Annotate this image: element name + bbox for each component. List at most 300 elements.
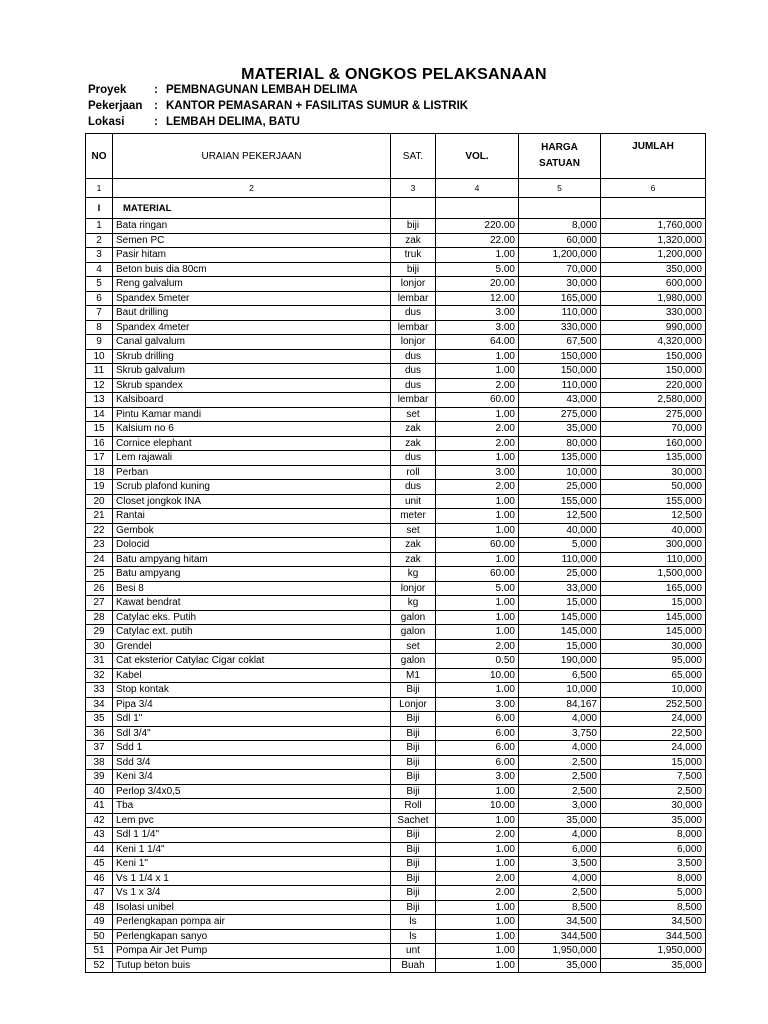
row-unit-price: 84,167 [519, 697, 601, 712]
row-unit-price: 155,000 [519, 494, 601, 509]
row-volume: 3.00 [436, 465, 519, 480]
row-volume: 1.00 [436, 494, 519, 509]
row-total: 2,580,000 [601, 393, 706, 408]
row-total: 24,000 [601, 712, 706, 727]
empty-cell [436, 198, 519, 219]
row-item: Catylac ext. putih [113, 625, 391, 640]
row-unit-price: 2,500 [519, 886, 601, 901]
row-total: 1,760,000 [601, 219, 706, 234]
row-unit-price: 4,000 [519, 828, 601, 843]
row-unit: galon [391, 610, 436, 625]
row-total: 1,980,000 [601, 291, 706, 306]
row-number: 47 [86, 886, 113, 901]
row-number: 52 [86, 958, 113, 973]
row-number: 48 [86, 900, 113, 915]
table-row [86, 915, 706, 930]
row-unit-price: 35,000 [519, 958, 601, 973]
table-row [86, 552, 706, 567]
row-unit: Biji [391, 784, 436, 799]
table-row [86, 436, 706, 451]
row-unit: set [391, 523, 436, 538]
row-volume: 12.00 [436, 291, 519, 306]
row-total: 1,500,000 [601, 567, 706, 582]
meta-label: Proyek [88, 84, 127, 96]
row-unit-price: 6,000 [519, 842, 601, 857]
row-unit-price: 110,000 [519, 306, 601, 321]
row-total: 6,000 [601, 842, 706, 857]
row-volume: 6.00 [436, 726, 519, 741]
meta-pekerjaan [88, 100, 468, 112]
row-unit: lonjor [391, 277, 436, 292]
row-item: Kabel [113, 668, 391, 683]
row-volume: 1.00 [436, 929, 519, 944]
row-total: 275,000 [601, 407, 706, 422]
table-row [86, 407, 706, 422]
row-unit: Biji [391, 712, 436, 727]
row-item: Scrub plafond kuning [113, 480, 391, 495]
row-total: 34,500 [601, 915, 706, 930]
row-number: 32 [86, 668, 113, 683]
row-item: Spandex 4meter [113, 320, 391, 335]
row-total: 40,000 [601, 523, 706, 538]
row-item: Baut drilling [113, 306, 391, 321]
row-number: 43 [86, 828, 113, 843]
meta-label: Lokasi [88, 116, 125, 128]
table-row [86, 654, 706, 669]
row-unit: dus [391, 349, 436, 364]
row-item: Isolasi unibel [113, 900, 391, 915]
row-unit: Biji [391, 857, 436, 872]
row-number: 46 [86, 871, 113, 886]
row-unit: Biji [391, 726, 436, 741]
row-item: Perban [113, 465, 391, 480]
table-row [86, 770, 706, 785]
row-unit-price: 35,000 [519, 422, 601, 437]
row-volume: 2.00 [436, 639, 519, 654]
row-unit: roll [391, 465, 436, 480]
row-item: Gembok [113, 523, 391, 538]
row-item: Keni 1" [113, 857, 391, 872]
row-volume: 2.00 [436, 378, 519, 393]
row-unit: ls [391, 915, 436, 930]
row-unit: Biji [391, 770, 436, 785]
table-row [86, 291, 706, 306]
table-row [86, 451, 706, 466]
row-unit: set [391, 639, 436, 654]
column-number: 4 [436, 179, 519, 198]
row-item: Skrub drilling [113, 349, 391, 364]
row-unit: Biji [391, 871, 436, 886]
row-unit-price: 15,000 [519, 639, 601, 654]
row-unit-price: 12,500 [519, 509, 601, 524]
empty-cell [519, 198, 601, 219]
table-row [86, 335, 706, 350]
table-row [86, 581, 706, 596]
row-volume: 1.00 [436, 683, 519, 698]
row-unit-price: 165,000 [519, 291, 601, 306]
row-total: 8,500 [601, 900, 706, 915]
row-volume: 3.00 [436, 320, 519, 335]
row-total: 2,500 [601, 784, 706, 799]
table-row [86, 784, 706, 799]
row-total: 1,200,000 [601, 248, 706, 263]
table-row [86, 697, 706, 712]
meta-lokasi [88, 116, 300, 128]
row-unit-price: 330,000 [519, 320, 601, 335]
table-row [86, 277, 706, 292]
table-row [86, 857, 706, 872]
table-row [86, 509, 706, 524]
column-number-row [86, 179, 706, 198]
row-volume: 6.00 [436, 712, 519, 727]
row-total: 7,500 [601, 770, 706, 785]
row-volume: 2.00 [436, 871, 519, 886]
row-number: 45 [86, 857, 113, 872]
table-row [86, 639, 706, 654]
column-number: 3 [391, 179, 436, 198]
row-volume: 60.00 [436, 393, 519, 408]
table-row [86, 712, 706, 727]
row-item: Pintu Kamar mandi [113, 407, 391, 422]
row-item: Tutup beton buis [113, 958, 391, 973]
row-total: 30,000 [601, 799, 706, 814]
row-unit: zak [391, 422, 436, 437]
row-number: 26 [86, 581, 113, 596]
row-number: 37 [86, 741, 113, 756]
row-unit: lembar [391, 320, 436, 335]
meta-colon: : [154, 100, 158, 112]
row-total: 30,000 [601, 465, 706, 480]
row-total: 30,000 [601, 639, 706, 654]
row-unit: Biji [391, 886, 436, 901]
row-total: 110,000 [601, 552, 706, 567]
row-item: Catylac eks. Putih [113, 610, 391, 625]
row-unit-price: 30,000 [519, 277, 601, 292]
row-total: 150,000 [601, 349, 706, 364]
row-volume: 2.00 [436, 422, 519, 437]
row-unit-price: 5,000 [519, 538, 601, 553]
row-unit-price: 80,000 [519, 436, 601, 451]
row-unit-price: 43,000 [519, 393, 601, 408]
row-number: 11 [86, 364, 113, 379]
row-item: Kawat bendrat [113, 596, 391, 611]
table-row [86, 871, 706, 886]
row-unit-price: 135,000 [519, 451, 601, 466]
row-unit: zak [391, 538, 436, 553]
row-unit: Sachet [391, 813, 436, 828]
row-item: Canal galvalum [113, 335, 391, 350]
row-total: 70,000 [601, 422, 706, 437]
row-number: 20 [86, 494, 113, 509]
row-volume: 6.00 [436, 741, 519, 756]
row-unit-price: 15,000 [519, 596, 601, 611]
row-total: 150,000 [601, 364, 706, 379]
row-total: 22,500 [601, 726, 706, 741]
table-row [86, 683, 706, 698]
row-total: 252,500 [601, 697, 706, 712]
row-unit: dus [391, 364, 436, 379]
row-number: 16 [86, 436, 113, 451]
row-number: 12 [86, 378, 113, 393]
row-unit: meter [391, 509, 436, 524]
row-unit: Roll [391, 799, 436, 814]
row-unit: dus [391, 480, 436, 495]
row-volume: 5.00 [436, 581, 519, 596]
table-row [86, 610, 706, 625]
row-volume: 1.00 [436, 407, 519, 422]
row-unit: kg [391, 567, 436, 582]
row-unit-price: 4,000 [519, 712, 601, 727]
row-number: 34 [86, 697, 113, 712]
row-unit-price: 34,500 [519, 915, 601, 930]
table-row [86, 523, 706, 538]
row-volume: 1.00 [436, 552, 519, 567]
row-number: 40 [86, 784, 113, 799]
table-row [86, 828, 706, 843]
row-item: Pompa Air Jet Pump [113, 944, 391, 959]
row-unit-price: 2,500 [519, 770, 601, 785]
row-item: Sdl 3/4" [113, 726, 391, 741]
row-item: Dolocid [113, 538, 391, 553]
row-unit-price: 4,000 [519, 741, 601, 756]
row-volume: 1.00 [436, 842, 519, 857]
row-number: 7 [86, 306, 113, 321]
row-number: 31 [86, 654, 113, 669]
row-unit: lembar [391, 393, 436, 408]
row-item: Perlop 3/4x0,5 [113, 784, 391, 799]
row-total: 600,000 [601, 277, 706, 292]
table-row [86, 567, 706, 582]
row-volume: 1.00 [436, 509, 519, 524]
row-item: Cornice elephant [113, 436, 391, 451]
row-volume: 1.00 [436, 364, 519, 379]
table-row [86, 248, 706, 263]
row-volume: 1.00 [436, 857, 519, 872]
row-unit-price: 60,000 [519, 233, 601, 248]
column-number: 6 [601, 179, 706, 198]
table-row [86, 842, 706, 857]
row-number: 5 [86, 277, 113, 292]
row-number: 14 [86, 407, 113, 422]
row-item: Kalsiboard [113, 393, 391, 408]
section-label: MATERIAL [113, 198, 391, 219]
row-total: 12,500 [601, 509, 706, 524]
row-total: 24,000 [601, 741, 706, 756]
row-volume: 6.00 [436, 755, 519, 770]
row-unit-price: 1,200,000 [519, 248, 601, 263]
row-unit-price: 110,000 [519, 378, 601, 393]
row-unit: zak [391, 436, 436, 451]
table-row [86, 320, 706, 335]
row-number: 50 [86, 929, 113, 944]
table-row [86, 538, 706, 553]
meta-value: PEMBNAGUNAN LEMBAH DELIMA [166, 84, 358, 96]
row-volume: 3.00 [436, 306, 519, 321]
row-number: 2 [86, 233, 113, 248]
meta-value: LEMBAH DELIMA, BATU [166, 116, 300, 128]
row-volume: 1.00 [436, 813, 519, 828]
row-unit: Biji [391, 755, 436, 770]
table-row [86, 596, 706, 611]
column-number: 2 [113, 179, 391, 198]
row-volume: 10.00 [436, 799, 519, 814]
row-unit: set [391, 407, 436, 422]
row-item: Lem pvc [113, 813, 391, 828]
row-volume: 0.50 [436, 654, 519, 669]
row-unit-price: 8,000 [519, 219, 601, 234]
header-vol: VOL. [436, 134, 519, 179]
table-row [86, 422, 706, 437]
row-unit: Lonjor [391, 697, 436, 712]
row-item: Semen PC [113, 233, 391, 248]
row-total: 4,320,000 [601, 335, 706, 350]
row-item: Pasir hitam [113, 248, 391, 263]
row-unit-price: 1,950,000 [519, 944, 601, 959]
table-row [86, 378, 706, 393]
row-unit: Biji [391, 900, 436, 915]
table-row [86, 393, 706, 408]
empty-cell [391, 198, 436, 219]
row-volume: 1.00 [436, 248, 519, 263]
row-unit: ls [391, 929, 436, 944]
row-total: 95,000 [601, 654, 706, 669]
row-item: Stop kontak [113, 683, 391, 698]
row-volume: 1.00 [436, 944, 519, 959]
row-total: 15,000 [601, 755, 706, 770]
row-number: 35 [86, 712, 113, 727]
row-volume: 1.00 [436, 958, 519, 973]
row-unit: biji [391, 262, 436, 277]
row-unit-price: 70,000 [519, 262, 601, 277]
row-unit: dus [391, 306, 436, 321]
row-number: 6 [86, 291, 113, 306]
row-total: 330,000 [601, 306, 706, 321]
row-total: 15,000 [601, 596, 706, 611]
row-number: 21 [86, 509, 113, 524]
row-total: 35,000 [601, 813, 706, 828]
row-total: 65,000 [601, 668, 706, 683]
table-row [86, 929, 706, 944]
row-item: Grendel [113, 639, 391, 654]
meta-label: Pekerjaan [88, 100, 143, 112]
row-total: 990,000 [601, 320, 706, 335]
row-unit-price: 110,000 [519, 552, 601, 567]
row-volume: 220.00 [436, 219, 519, 234]
row-item: Spandex 5meter [113, 291, 391, 306]
table-row [86, 958, 706, 973]
row-number: 8 [86, 320, 113, 335]
row-item: Skrub spandex [113, 378, 391, 393]
column-number: 1 [86, 179, 113, 198]
row-total: 8,000 [601, 871, 706, 886]
row-item: Sdd 1 [113, 741, 391, 756]
row-unit-price: 25,000 [519, 567, 601, 582]
table-row [86, 364, 706, 379]
row-unit: biji [391, 219, 436, 234]
row-item: Perlengkapan sanyo [113, 929, 391, 944]
table-row [86, 480, 706, 495]
row-item: Batu ampyang [113, 567, 391, 582]
row-number: 23 [86, 538, 113, 553]
row-unit: dus [391, 451, 436, 466]
row-volume: 2.00 [436, 480, 519, 495]
table-row [86, 900, 706, 915]
row-unit-price: 33,000 [519, 581, 601, 596]
header-uraian: URAIAN PEKERJAAN [113, 134, 391, 179]
table-row [86, 799, 706, 814]
row-volume: 1.00 [436, 596, 519, 611]
row-number: 28 [86, 610, 113, 625]
row-volume: 60.00 [436, 567, 519, 582]
row-volume: 1.00 [436, 915, 519, 930]
row-number: 25 [86, 567, 113, 582]
row-total: 50,000 [601, 480, 706, 495]
row-number: 49 [86, 915, 113, 930]
row-volume: 2.00 [436, 828, 519, 843]
header-harga [519, 134, 601, 179]
table-row [86, 886, 706, 901]
row-total: 145,000 [601, 610, 706, 625]
row-volume: 3.00 [436, 770, 519, 785]
row-unit: truk [391, 248, 436, 263]
row-item: Batu ampyang hitam [113, 552, 391, 567]
meta-colon: : [154, 116, 158, 128]
row-number: 15 [86, 422, 113, 437]
row-unit-price: 35,000 [519, 813, 601, 828]
material-table [85, 133, 706, 973]
row-unit: Biji [391, 741, 436, 756]
empty-cell [601, 198, 706, 219]
row-number: 29 [86, 625, 113, 640]
meta-colon: : [154, 84, 158, 96]
row-total: 135,000 [601, 451, 706, 466]
section-row [86, 198, 706, 219]
row-total: 155,000 [601, 494, 706, 509]
row-volume: 10.00 [436, 668, 519, 683]
row-item: Beton buis dia 80cm [113, 262, 391, 277]
meta-value: KANTOR PEMASARAN + FASILITAS SUMUR & LISTRIK [166, 100, 469, 112]
row-unit: Biji [391, 683, 436, 698]
row-number: 41 [86, 799, 113, 814]
row-number: 30 [86, 639, 113, 654]
row-volume: 60.00 [436, 538, 519, 553]
row-number: 36 [86, 726, 113, 741]
row-unit: Biji [391, 842, 436, 857]
row-total: 8,000 [601, 828, 706, 843]
row-unit-price: 40,000 [519, 523, 601, 538]
row-total: 300,000 [601, 538, 706, 553]
row-unit: kg [391, 596, 436, 611]
row-unit-price: 150,000 [519, 364, 601, 379]
header-row [86, 134, 706, 179]
row-number: 18 [86, 465, 113, 480]
row-number: 22 [86, 523, 113, 538]
row-number: 4 [86, 262, 113, 277]
row-number: 44 [86, 842, 113, 857]
row-total: 145,000 [601, 625, 706, 640]
table-row [86, 465, 706, 480]
table-row [86, 726, 706, 741]
row-unit-price: 8,500 [519, 900, 601, 915]
row-unit-price: 2,500 [519, 784, 601, 799]
row-item: Sdl 1 1/4" [113, 828, 391, 843]
section-number: I [86, 198, 113, 219]
row-volume: 2.00 [436, 886, 519, 901]
row-number: 27 [86, 596, 113, 611]
row-unit: lonjor [391, 581, 436, 596]
table-row [86, 262, 706, 277]
row-volume: 1.00 [436, 625, 519, 640]
